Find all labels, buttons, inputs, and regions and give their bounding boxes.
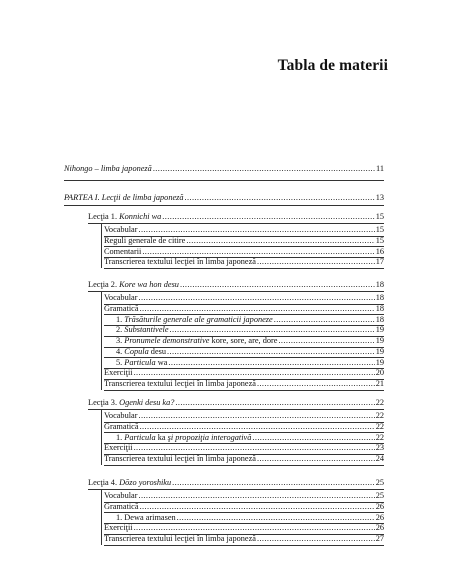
lesson-heading-rule <box>88 291 384 292</box>
dot-leader <box>185 193 375 203</box>
dot-leader <box>168 358 374 368</box>
dot-leader <box>257 257 375 267</box>
entry-text: wa <box>155 357 168 367</box>
entry-text: Lecţia 3. <box>88 398 120 407</box>
section-divider <box>64 180 384 181</box>
entry-text: Transcrierea textului lecţiei în limba japoneză <box>104 454 256 463</box>
entry-label <box>104 411 137 421</box>
dot-leader <box>134 443 375 453</box>
entry-text: ka <box>155 432 168 442</box>
entry-italic-text: Particula <box>124 432 156 442</box>
entry-label <box>104 443 133 453</box>
entry-text: 5. <box>116 357 125 367</box>
toc-entry-item[interactable] <box>104 368 384 378</box>
page-number: 15 <box>375 225 384 234</box>
entry-text: Comentarii <box>104 246 142 256</box>
entry-label <box>104 491 137 501</box>
entry-label <box>64 164 152 174</box>
lesson-block-border <box>101 291 102 390</box>
page-number: 15 <box>375 212 384 221</box>
page-number: 18 <box>375 293 384 302</box>
item-rule <box>104 545 384 546</box>
toc-entry-item[interactable] <box>116 433 384 443</box>
entry-text: kore, sore, are, dore <box>209 336 278 345</box>
entry-text: Gramatică <box>104 501 139 511</box>
entry-label <box>104 379 256 389</box>
dot-leader <box>134 368 375 378</box>
dot-leader <box>140 422 375 432</box>
toc-entry-item[interactable] <box>104 293 384 303</box>
entry-label <box>116 325 169 335</box>
entry-text: Lecţia 1. <box>88 212 120 221</box>
toc-entry-lesson[interactable] <box>88 280 384 290</box>
page-number: 19 <box>375 336 384 345</box>
entry-text: Vocabular <box>104 411 138 420</box>
dot-leader <box>138 411 374 421</box>
page-number: 15 <box>375 235 384 245</box>
page-number: 24 <box>375 454 384 463</box>
dot-leader <box>140 502 375 512</box>
entry-label <box>104 293 137 303</box>
dot-leader <box>138 491 374 501</box>
entry-text: Exerciţii <box>104 523 133 533</box>
toc-entry-item[interactable] <box>104 502 384 512</box>
entry-italic-text: Konnichi wa <box>119 212 162 221</box>
entry-italic-text: Substantivele <box>124 325 169 335</box>
page-number: 20 <box>375 368 384 378</box>
dot-leader <box>186 236 374 246</box>
toc-entry-item[interactable] <box>116 325 384 335</box>
entry-label <box>88 478 171 488</box>
lesson-heading-rule <box>88 223 384 224</box>
entry-text: Exerciţii <box>104 368 133 378</box>
entry-text: Transcrierea textului lecţiei în limba japoneză <box>104 257 256 267</box>
entry-text: 4. <box>116 346 125 356</box>
page-number: 22 <box>375 421 384 431</box>
page-number: 19 <box>375 357 384 367</box>
page-number: 22 <box>375 432 384 442</box>
entry-label <box>88 280 179 290</box>
entry-italic-text: PARTEA I. Lecţii de limba japoneză <box>64 193 184 202</box>
dot-leader <box>274 315 375 325</box>
toc-entry-item[interactable] <box>116 315 384 325</box>
section-divider <box>64 205 384 206</box>
entry-italic-text: Trăsăturile generale ale gramaticii japoneze <box>124 314 273 324</box>
toc-entry-item[interactable] <box>116 336 384 346</box>
entry-text: Exerciţii <box>104 443 133 453</box>
entry-label <box>104 502 139 512</box>
toc-entry-lesson[interactable] <box>88 398 384 408</box>
entry-label <box>116 513 176 523</box>
entry-italic-text: Copula <box>124 346 149 356</box>
page-number: 22 <box>375 398 384 407</box>
entry-text: 2. <box>116 325 125 335</box>
page-number: 21 <box>375 379 384 388</box>
entry-label <box>116 336 277 346</box>
page-number: 16 <box>375 246 384 256</box>
dot-leader <box>140 304 375 314</box>
dot-leader <box>138 225 374 235</box>
entry-text: Transcrierea textului lecţiei în limba japoneză <box>104 379 256 388</box>
toc-entry-lesson[interactable] <box>88 212 384 222</box>
toc-entry-item[interactable] <box>104 491 384 501</box>
dot-leader <box>257 379 375 389</box>
dot-leader <box>134 523 375 533</box>
dot-leader <box>257 534 375 544</box>
entry-label <box>116 358 167 368</box>
page-number: 18 <box>375 280 384 289</box>
entry-text: Vocabular <box>104 491 138 500</box>
entry-label <box>64 193 184 203</box>
entry-label <box>104 257 256 267</box>
page-number: 27 <box>375 534 384 543</box>
lesson-block-border <box>101 409 102 465</box>
toc-entry-lesson[interactable] <box>88 478 384 488</box>
entry-text: Vocabular <box>104 225 138 234</box>
entry-text: Lecţia 4. <box>88 478 120 487</box>
entry-italic-text: şi propoziţia interogativă <box>167 432 252 442</box>
page-number: 26 <box>375 512 384 522</box>
entry-text: Gramatică <box>104 303 139 313</box>
dot-leader <box>252 433 374 443</box>
toc-entry-item[interactable] <box>104 422 384 432</box>
toc-entry-item[interactable] <box>104 257 384 267</box>
entry-italic-text: Pronumele demonstrative <box>124 336 210 345</box>
dot-leader <box>180 280 375 290</box>
entry-italic-text: Ogenki desu ka? <box>119 398 175 407</box>
entry-italic-text: Kore wa hon desu <box>119 280 179 289</box>
toc-entry-item[interactable] <box>104 379 384 389</box>
toc-entry-item[interactable] <box>116 513 384 523</box>
entry-text: desu <box>148 346 167 356</box>
page-number: 17 <box>375 257 384 267</box>
toc-entry-item[interactable] <box>104 443 384 453</box>
entry-text: Lecţia 2. <box>88 280 120 289</box>
toc-entry-item[interactable] <box>104 236 384 246</box>
lesson-heading-rule <box>88 409 384 410</box>
entry-text: Vocabular <box>104 293 138 302</box>
entry-text: Transcrierea textului lecţiei în limba japoneză <box>104 534 256 543</box>
entry-label <box>116 315 273 325</box>
entry-text: Reguli generale de citire <box>104 235 186 245</box>
page-number: 26 <box>375 501 384 511</box>
page-number: 19 <box>375 346 384 356</box>
dot-leader <box>170 325 375 335</box>
toc-entry-item[interactable] <box>104 534 384 544</box>
entry-label <box>88 398 174 408</box>
lesson-heading-rule <box>88 489 384 490</box>
entry-label <box>88 212 161 222</box>
entry-label <box>104 236 185 246</box>
entry-label <box>116 433 251 443</box>
dot-leader <box>177 513 375 523</box>
page-number: 26 <box>375 523 384 533</box>
entry-text: 1. <box>116 314 125 324</box>
toc-entry-item[interactable] <box>104 523 384 533</box>
dot-leader <box>167 347 375 357</box>
lesson-block-border <box>101 489 102 545</box>
toc-entry-item[interactable] <box>104 225 384 235</box>
page-number: 22 <box>375 411 384 420</box>
entry-text: Gramatică <box>104 421 139 431</box>
page-number: 18 <box>375 303 384 313</box>
dot-leader <box>138 293 374 303</box>
toc-entry-item[interactable] <box>116 347 384 357</box>
page-number: 11 <box>376 164 384 173</box>
item-rule <box>104 465 384 466</box>
lesson-block-border <box>101 223 102 268</box>
item-rule <box>104 268 384 269</box>
toc-entry-item[interactable] <box>104 454 384 464</box>
dot-leader <box>175 398 374 408</box>
toc-entry-item[interactable] <box>104 304 384 314</box>
item-rule <box>104 390 384 391</box>
entry-label <box>104 523 133 533</box>
page-number: 25 <box>375 478 384 487</box>
entry-italic-text: Dōzo yoroshiku <box>119 478 172 487</box>
toc-entry-item[interactable] <box>104 411 384 421</box>
entry-italic-text: Nihongo – limba japoneză <box>64 164 152 173</box>
toc-entry-intro[interactable] <box>64 164 384 174</box>
toc-entry-part[interactable] <box>64 193 384 203</box>
entry-label <box>104 247 141 257</box>
dot-leader <box>278 336 374 346</box>
page-number: 18 <box>375 314 384 324</box>
dot-leader <box>142 247 374 257</box>
entry-label <box>116 347 166 357</box>
dot-leader <box>162 212 374 222</box>
page-number: 19 <box>375 325 384 335</box>
page-number: 13 <box>375 193 384 202</box>
entry-label <box>104 368 133 378</box>
toc-entry-item[interactable] <box>116 358 384 368</box>
entry-label <box>104 225 137 235</box>
dot-leader <box>257 454 375 464</box>
page-number: 23 <box>375 443 384 453</box>
page-title: Tabla de materii <box>277 57 388 74</box>
dot-leader <box>153 164 375 174</box>
entry-label <box>104 454 256 464</box>
entry-text: 3. <box>116 336 125 345</box>
dot-leader <box>172 478 375 488</box>
entry-label <box>104 534 256 544</box>
entry-label <box>104 422 139 432</box>
entry-label <box>104 304 139 314</box>
page-number: 25 <box>375 491 384 500</box>
toc-entry-item[interactable] <box>104 247 384 257</box>
entry-text: 1. <box>116 432 125 442</box>
entry-italic-text: Particula <box>124 357 156 367</box>
entry-text: 1. Dewa arimasen <box>116 512 176 522</box>
